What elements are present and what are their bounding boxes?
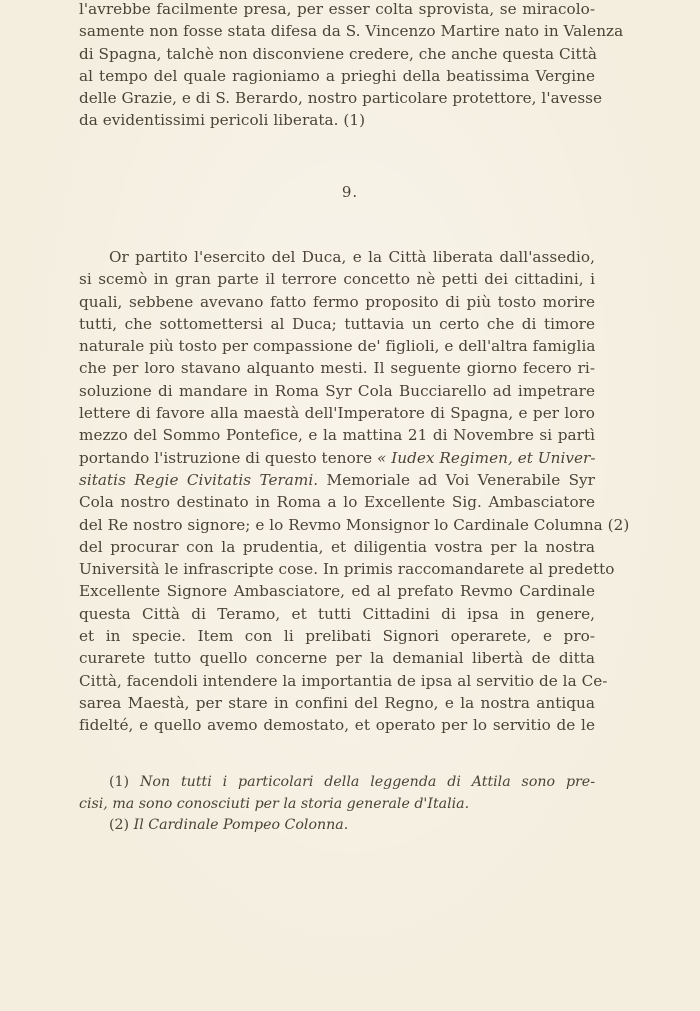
text-line: che per loro stavano alquanto mesti. Il seguente giorno fecero ri- <box>79 359 595 378</box>
text-segment: Memoriale ad Voi Venerabile Syr <box>326 470 595 489</box>
text-segment: portando l'istruzione di questo tenore <box>79 448 373 467</box>
text-line: del Re nostro signore; e lo Revmo Monsignor lo Cardinale Columna (2) <box>79 515 630 534</box>
text-line: mezzo del Sommo Pontefice, e la mattina 21 di Novembre si partì <box>79 426 595 445</box>
top-paragraph <box>79 0 624 132</box>
text-line: naturale più tosto per compassione de' figlioli, e dell'altra famiglia <box>79 337 596 356</box>
text-line: da evidentissimi pericoli liberata. (1) <box>79 111 366 130</box>
text-line: et in specie. Item con li prelibati Signori operarete, e pro- <box>79 627 595 646</box>
text-line: al tempo del quale ragioniamo a prieghi della beatissima Vergine <box>79 66 595 85</box>
text-line: lettere di favore alla maestà dell'Imperatore di Spagna, e per loro <box>79 404 595 423</box>
italic-quote: « Iudex Regimen, et Univer- <box>377 448 596 467</box>
footnote-2-line <box>79 815 595 837</box>
text-line: questa Città di Teramo, et tutti Cittadini di ipsa in genere, <box>79 604 595 623</box>
footnote-1-line <box>79 794 595 816</box>
text-line: Or partito l'esercito del Duca, e la Città liberata dall'assedio, <box>109 248 595 266</box>
text-line: Città, facendoli intendere la importantia de ipsa al servitio de la Ce- <box>79 671 608 690</box>
footnote-text: cisi, ma sono conosciuti per la storia generale d'Italia. <box>79 795 470 812</box>
text-line: di Spagna, talchè non disconviene credere, che anche questa Città <box>79 44 597 63</box>
text-line: quali, sebbene avevano fatto fermo proposito di più tosto morire <box>79 292 595 311</box>
footnote-text: Non tutti i particolari della leggenda di Attila sono pre- <box>140 774 595 790</box>
text-line: delle Grazie, e di S. Berardo, nostro particolare protettore, l'avesse <box>79 89 603 108</box>
text-line: l'avrebbe facilmente presa, per esser colta sprovista, se miracolo- <box>79 0 595 18</box>
text-line: tutti, che sottomettersi al Duca; tuttavia un certo che di timore <box>79 314 595 333</box>
main-paragraph <box>79 246 630 737</box>
text-line-with-italic <box>79 469 595 491</box>
text-line: sarea Maestà, per stare in confini del Regno, e la nostra antiqua <box>79 693 595 712</box>
footnote-text: Il Cardinale Pompeo Colonna. <box>133 817 349 833</box>
footnote-marker: (1) <box>109 774 130 790</box>
text-line: Università le infrascripte cose. In primis raccomandarete al predetto <box>79 560 615 579</box>
text-line-with-italic <box>79 447 595 469</box>
text-line: curarete tutto quello concerne per la demanial libertà de ditta <box>79 649 595 668</box>
text-line: fidelté, e quello avemo demostato, et operato per lo servitio de le <box>79 716 595 735</box>
text-line: Cola nostro destinato in Roma a lo Excellente Sig. Ambasciatore <box>79 493 595 512</box>
footnotes <box>79 772 595 837</box>
footnote-1-line <box>79 772 595 794</box>
text-line: del procurar con la prudentia, et diligentia vostra per la nostra <box>79 537 595 556</box>
text-line: samente non fosse stata difesa da S. Vincenzo Martire nato in Valenza <box>79 22 624 41</box>
text-line: soluzione di mandare in Roma Syr Cola Bucciarello ad impetrare <box>79 381 595 400</box>
text-line: Excellente Signore Ambasciatore, ed al prefato Revmo Cardinale <box>79 582 595 601</box>
section-number: 9. <box>341 183 359 201</box>
footnote-marker: (2) <box>109 817 130 833</box>
italic-quote: sitatis Regie Civitatis Terami. <box>79 470 319 489</box>
text-line: si scemò in gran parte il terrore concetto nè petti dei cittadini, i <box>79 270 595 289</box>
